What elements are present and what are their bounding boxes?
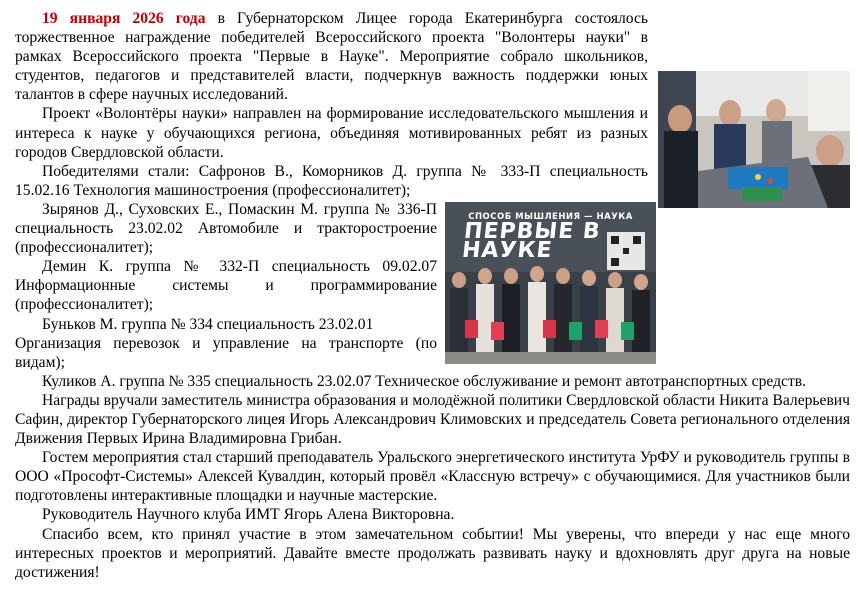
thanks-paragraph: Спасибо всем, кто принял участие в этом замечательном событии! Мы уверены, что впереди у нас еще много интересных проектов и мероприятий. Давайте вместе продолжать развивать науку и вдохновлять друг друга на новые достижения! [15,525,850,581]
workshop-photo-image [658,71,850,208]
event-date: 19 января 2026 года [42,10,206,27]
winners-paragraph-1: Победителями стали: Сафронов В., Коморников Д. группа № 333-П специальность 15.02.16 Технология машиностроения (профессионалитет); [15,162,648,199]
article [15,9,850,582]
winners-paragraph-6: Куликов А. группа № 335 специальность 23.02.07 Техническое обслуживание и ремонт автотранспортных средств. [42,372,807,390]
winners-paragraph-3: Демин К. группа № 332-П специальность 09.02.07 Информационные системы и программирование (профессионалитет); [15,258,437,314]
awards-paragraph: Награды вручали заместитель министра образования и молодёжной политики Свердловской области Никита Валерьевич Сафин, директор Губернаторского лицея Игорь Александрович Климовских и председатель Совета регионального отделения Движения Первых Ирина Владимировна Грибан. [15,391,850,448]
project-paragraph: Проект «Волонтёры науки» направлен на формирование исследовательского мышления и интереса к науке у обучающихся региона, объединяя мотивированных ребят из разных городов Свердловской области. [15,105,648,161]
winners-paragraph-4: Буньков М. группа № 334 специальность 23.02.01 [42,315,374,333]
guest-paragraph: Гостем мероприятия стал старший преподаватель Уральского энергетического института УрФУ и руководитель группы в ООО «Прософт-Системы» Алексей Кувалдин, который провёл «Классную встречу» с обучающимися. Для участников были подготовлены интерактивные площадки и научные мастерские. [15,449,850,505]
intro-text: в Губернаторском Лицее города Екатеринбурга состоялось торжественное награждение победителей Всероссийского проекта "Волонтеры науки" в рамках Всероссийского проекта "Первые в Науке". Мероприятие собрало школьников, студентов, педагогов и представителей власти, подчеркнув важность поддержки юных талантов в сфере научных исследований. [15,10,649,104]
award-group-photo [445,202,656,364]
winners-paragraph-5: Организация перевозок и управление на транспорте (по видам); [15,334,437,371]
banner-slogan: СПОСОБ МЫШЛЕНИЯ — НАУКА [468,211,633,222]
workshop-photo [658,71,850,208]
banner-logo-text: ПЕРВЫЕ В НАУКЕ [460,218,602,264]
club-head-paragraph: Руководитель Научного клуба ИМТ Ягорь Алена Викторовна. [42,506,455,524]
winners-paragraph-2: Зырянов Д., Суховских Е., Помаскин М. группа № 336-П специальность 23.02.02 Автомобиле и тракторостроение (профессионалитет); [15,200,437,257]
